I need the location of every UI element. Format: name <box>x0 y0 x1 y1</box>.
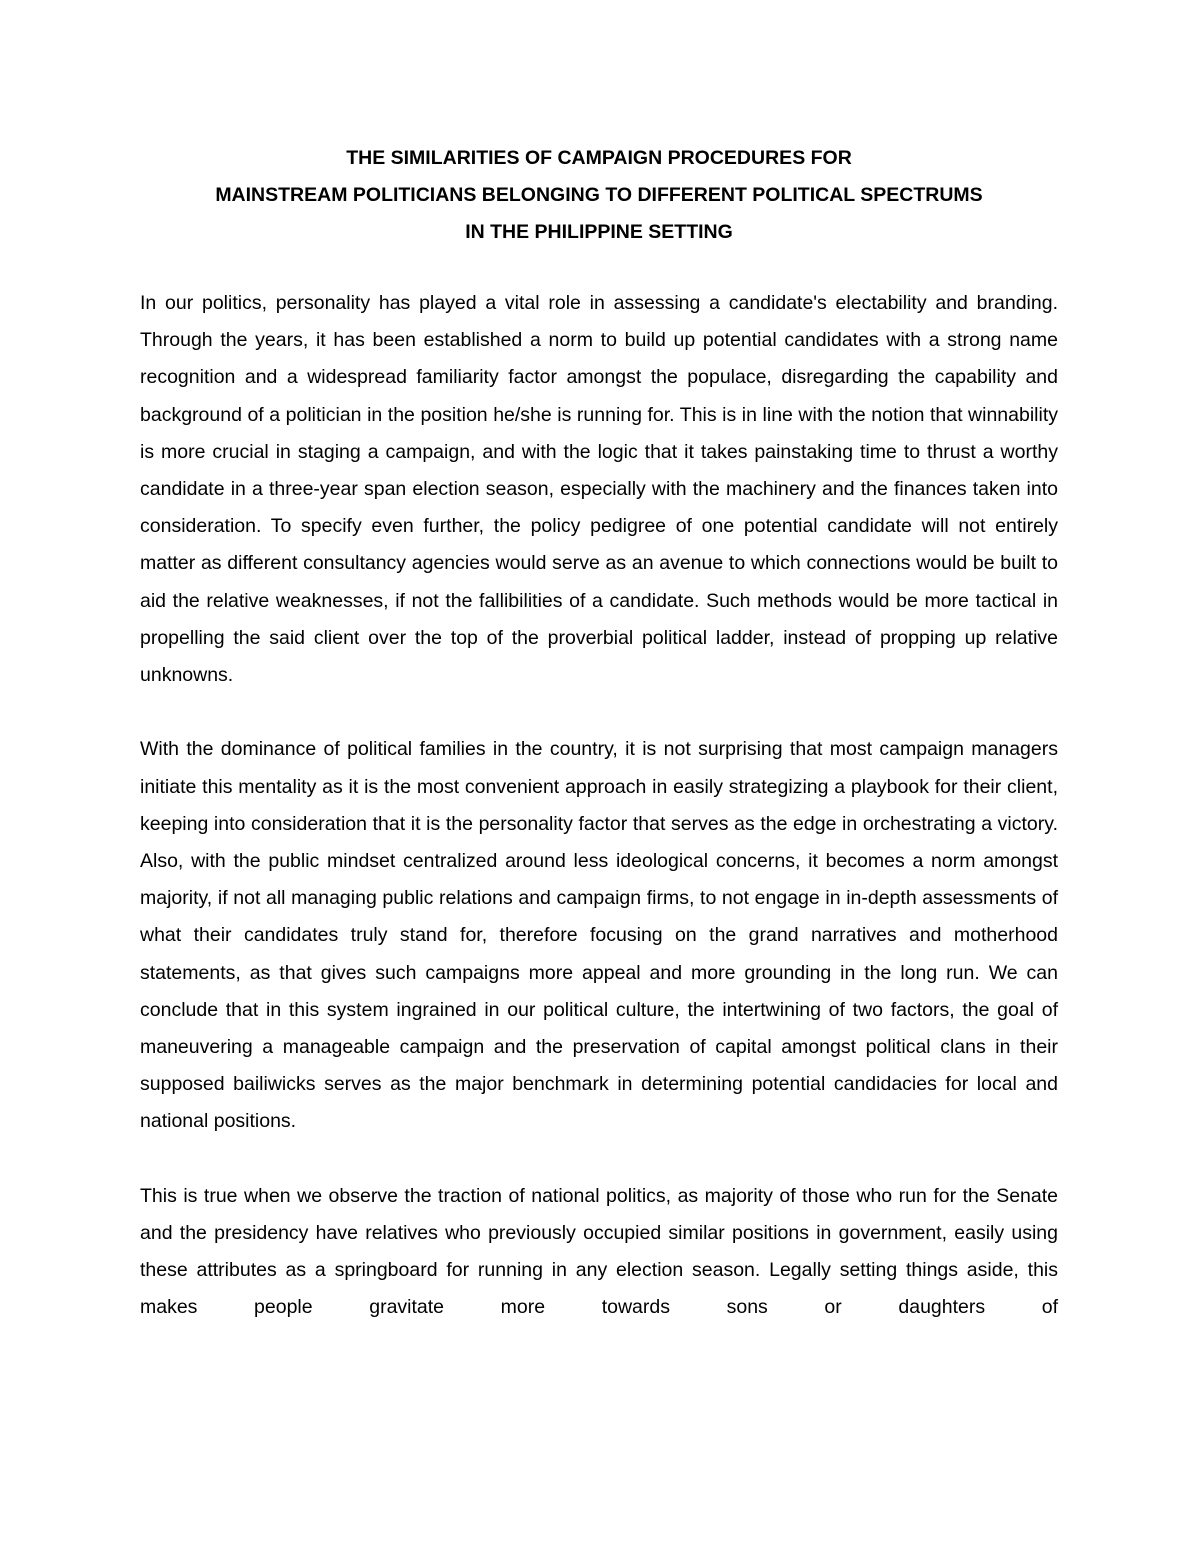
document-title <box>140 140 1058 251</box>
paragraph-3: This is true when we observe the traction of national politics, as majority of those who run for the Senate and the presidency have relatives who previously occupied similar positions in government, easily using these attributes as a springboard for running in any election season. Legally setting things aside, this makes people gravitate more towards sons or daughters of <box>140 1184 1058 1319</box>
paragraph-1: In our politics, personality has played a vital role in assessing a candidate's electability and branding. Through the years, it has been established a norm to build up potential candidates with a strong name recognition and a widespread familiarity factor amongst the populace, disregarding the capability and background of a politician in the position he/she is running for. This is in line with the notion that winnability is more crucial in staging a campaign, and with the logic that it takes painstaking time to thrust a worthy candidate in a three-year span election season, especially with the machinery and the finances taken into consideration. To specify even further, the policy pedigree of one potential candidate will not entirely matter as different consultancy agencies would serve as an avenue to which connections would be built to aid the relative weaknesses, if not the fallibilities of a candidate. Such methods would be more tactical in propelling the said client over the top of the proverbial political ladder, instead of propping up relative unknowns. <box>140 292 1058 687</box>
document-body <box>140 285 1058 1364</box>
paragraph-2: With the dominance of political families in the country, it is not surprising that most campaign managers initiate this mentality as it is the most convenient approach in easily strategizing a playbook for their client, keeping into consideration that it is the personality factor that serves as the edge in orchestrating a victory. Also, with the public mindset centralized around less ideological concerns, it becomes a norm amongst majority, if not all managing public relations and campaign firms, to not engage in in-depth assessments of what their candidates truly stand for, therefore focusing on the grand narratives and motherhood statements, as that gives such campaigns more appeal and more grounding in the long run. We can conclude that in this system ingrained in our political culture, the intertwining of two factors, the goal of maneuvering a manageable campaign and the preservation of capital amongst political clans in their supposed bailiwicks serves as the major benchmark in determining potential candidacies for local and national positions. <box>140 738 1058 1133</box>
title-line-2: MAINSTREAM POLITICIANS BELONGING TO DIFFERENT POLITICAL SPECTRUMS <box>215 184 983 206</box>
title-line-1: THE SIMILARITIES OF CAMPAIGN PROCEDURES FOR <box>346 147 852 169</box>
title-line-3: IN THE PHILIPPINE SETTING <box>465 221 733 243</box>
